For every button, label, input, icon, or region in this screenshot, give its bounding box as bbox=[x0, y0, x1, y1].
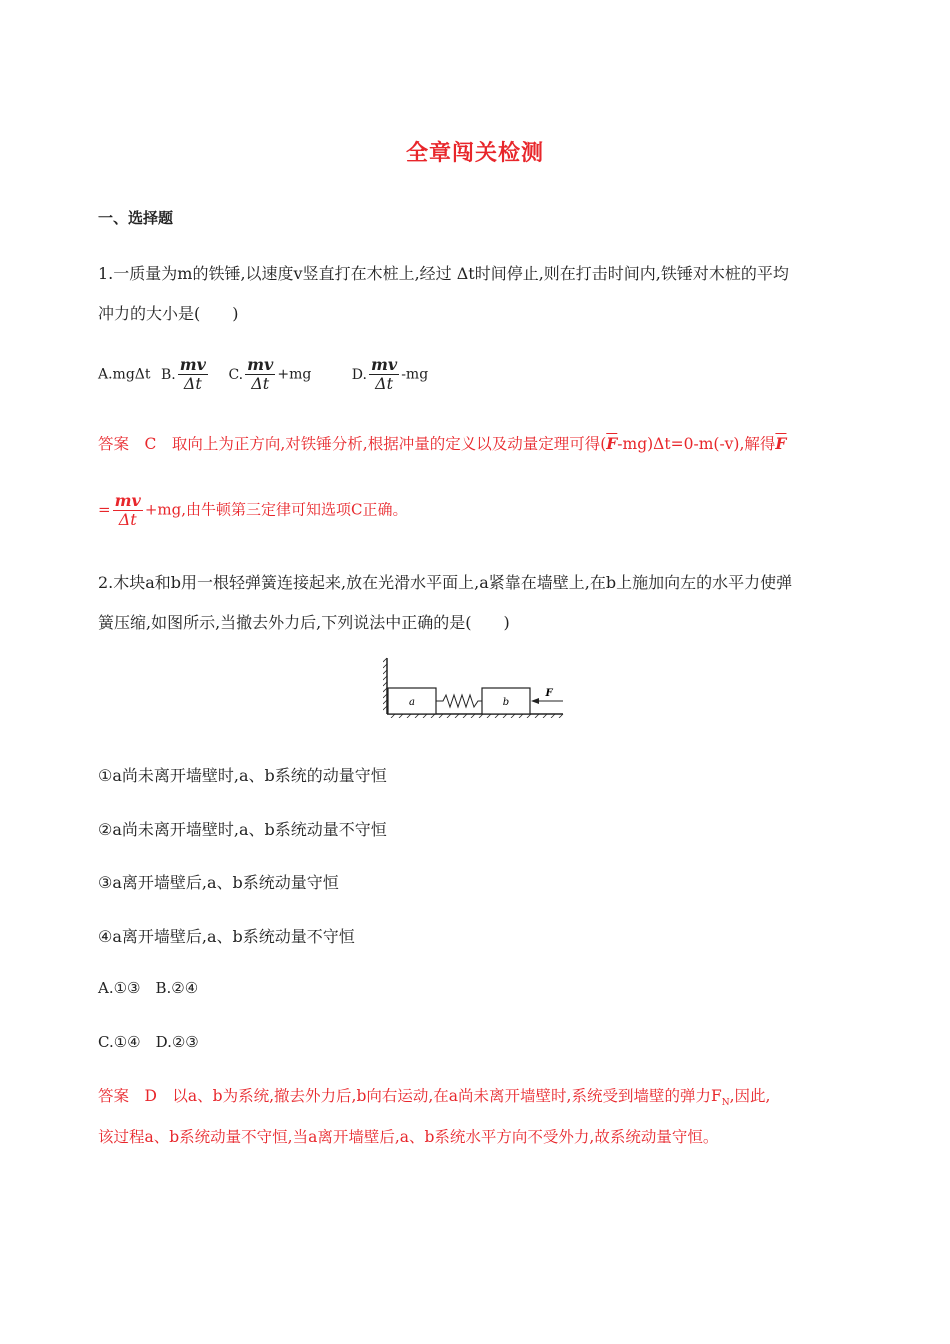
fraction-denominator: Δt bbox=[251, 374, 270, 393]
fraction-numerator: mv bbox=[370, 355, 398, 374]
section-heading: 一、选择题 bbox=[98, 209, 174, 227]
q2-answer-text-end: ,因此, bbox=[729, 1087, 771, 1105]
fraction-denominator: Δt bbox=[375, 374, 394, 393]
q2-statement-4: ④a离开墙壁后,a、b系统动量不守恒 bbox=[98, 927, 355, 946]
q2-answer-line2: 该过程a、b系统动量不守恒,当a离开墙壁后,a、b系统水平方向不受外力,故系统动量守恒。 bbox=[98, 1128, 719, 1146]
mean-force-symbol: $\overline{F}$ bbox=[606, 434, 618, 453]
q1-stem-line2: 冲力的大小是( ) bbox=[98, 304, 239, 323]
spring-blocks-diagram bbox=[383, 656, 565, 718]
fraction-denominator: Δt bbox=[118, 510, 137, 529]
q1-options bbox=[98, 356, 428, 393]
q1-option-b-fraction bbox=[178, 356, 208, 393]
q2-answer-subscript: N bbox=[721, 1098, 730, 1109]
q1-answer-text-a: 答案 C 取向上为正方向,对铁锤分析,根据冲量的定义以及动量定理可得( bbox=[98, 435, 607, 453]
q1-option-c-fraction bbox=[245, 356, 275, 393]
q1-option-d-fraction bbox=[369, 356, 399, 393]
q1-answer-fraction bbox=[113, 492, 143, 529]
q2-options-row1: A.①③ B.②④ bbox=[98, 979, 199, 997]
q1-answer-text-b: -mg)Δt=0-m(-v),解得 bbox=[617, 435, 776, 453]
fraction-denominator: Δt bbox=[183, 374, 202, 393]
mean-force-symbol: $\overline{F}$ bbox=[775, 434, 787, 453]
q1-answer-text-c: +mg,由牛顿第三定律可知选项C正确。 bbox=[144, 500, 408, 519]
q1-answer-line1 bbox=[98, 432, 786, 454]
fraction-numerator: mv bbox=[179, 355, 206, 374]
q2-statement-2: ②a尚未离开墙壁时,a、b系统动量不守恒 bbox=[98, 820, 387, 839]
force-label: F bbox=[545, 688, 553, 699]
q2-stem-line1: 2.木块a和b用一根轻弹簧连接起来,放在光滑水平面上,a紧靠在墙壁上,在b上施加向左的水平力使弹 bbox=[98, 573, 793, 592]
q1-option-b-label: B. bbox=[161, 366, 176, 383]
q1-option-c-label: C. bbox=[228, 366, 244, 383]
q1-answer-line2 bbox=[98, 492, 407, 529]
q1-option-d-label: D. bbox=[351, 366, 367, 383]
q2-options-row2: C.①④ D.②③ bbox=[98, 1033, 199, 1051]
q1-option-d-suffix: -mg bbox=[401, 366, 429, 383]
force-arrow-head bbox=[531, 698, 539, 704]
fraction-numerator: mv bbox=[247, 355, 274, 374]
q2-stem-line2: 簧压缩,如图所示,当撤去外力后,下列说法中正确的是( ) bbox=[98, 613, 510, 632]
q1-answer-equals: = bbox=[98, 500, 111, 519]
q2-answer-text: 答案 D 以a、b为系统,撤去外力后,b向右运动,在a尚未离开墙壁时,系统受到墙壁的弹力F bbox=[98, 1087, 722, 1105]
fraction-numerator: mv bbox=[114, 491, 141, 510]
block-a-label: a bbox=[409, 697, 415, 708]
q2-statement-1: ①a尚未离开墙壁时,a、b系统的动量守恒 bbox=[98, 766, 387, 785]
q1-option-a: A.mgΔt bbox=[98, 366, 151, 383]
q1-option-c-suffix: +mg bbox=[277, 366, 312, 383]
spring bbox=[436, 695, 482, 707]
q1-stem-line1: 1.一质量为m的铁锤,以速度v竖直打在木桩上,经过 Δt时间停止,则在打击时间内,铁锤对木桩的平均 bbox=[98, 264, 789, 283]
page-title: 全章闯关检测 bbox=[405, 141, 544, 166]
q2-answer-line1 bbox=[98, 1084, 770, 1108]
block-b-label: b bbox=[502, 697, 510, 708]
q2-statement-3: ③a离开墙壁后,a、b系统动量守恒 bbox=[98, 873, 339, 892]
